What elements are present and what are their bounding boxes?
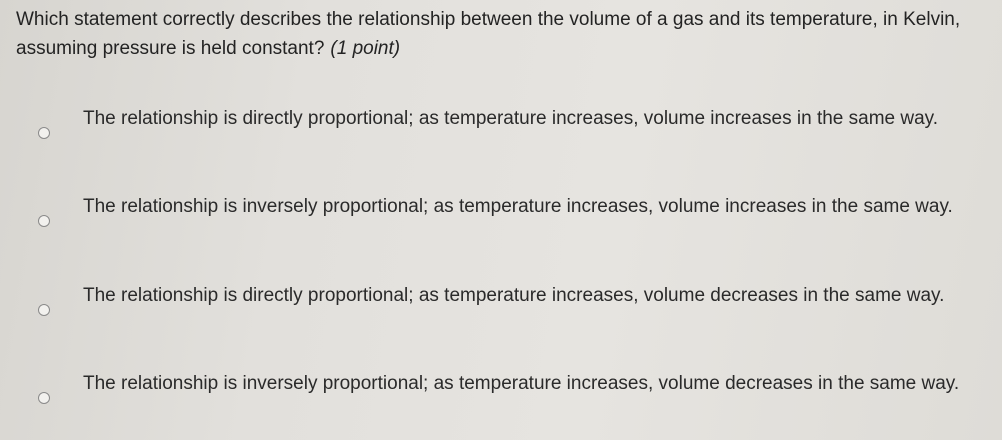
radio-button-icon[interactable] (38, 392, 50, 404)
radio-button-icon[interactable] (38, 215, 50, 227)
answer-option-4[interactable] (38, 370, 988, 430)
answer-option-2[interactable] (38, 193, 988, 253)
question-text: Which statement correctly describes the relationship between the volume of a gas and its temperature, in Kelvin, assuming pressure is held constant? (16, 9, 961, 59)
answer-option-label: The relationship is directly proportional; as temperature increases, volume increases in the same way. (83, 108, 939, 129)
answer-option-label: The relationship is inversely proportional; as temperature increases, volume increases in the same way. (83, 196, 953, 217)
answer-option-label: The relationship is directly proportional; as temperature increases, volume decreases in the same way. (83, 285, 945, 306)
answer-option-1[interactable] (38, 105, 988, 165)
question-prompt (16, 5, 991, 63)
radio-button-icon[interactable] (38, 304, 50, 316)
answer-option-label: The relationship is inversely proportional; as temperature increases, volume decreases in the same way. (83, 373, 960, 394)
question-points: (1 point) (330, 38, 401, 59)
answer-option-3[interactable] (38, 282, 988, 342)
radio-button-icon[interactable] (38, 127, 50, 139)
